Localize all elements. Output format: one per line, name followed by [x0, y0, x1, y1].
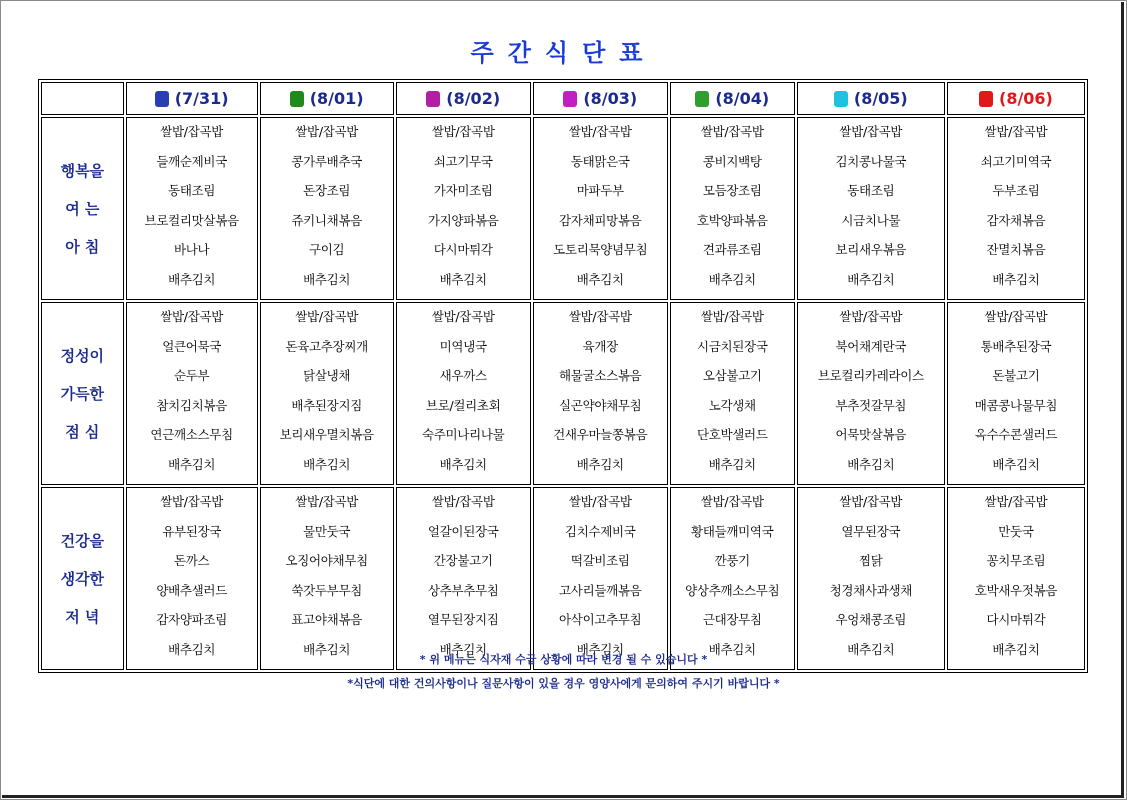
header-row: [41, 82, 1085, 115]
dish-item: 오징어야채무침: [285, 553, 368, 568]
menu-cell: [670, 487, 795, 670]
dish-item: 청경채사과생채: [829, 582, 913, 598]
day-date: (8/04): [715, 89, 770, 108]
dish-item: 쇠고기무국: [433, 153, 493, 169]
day-header-tue: [260, 82, 394, 115]
dish-item: 모듬장조림: [702, 183, 762, 198]
dish-item: 쌀밥/잡곡밥: [431, 124, 495, 139]
meal-label-line: 생각한: [60, 569, 105, 588]
meal-label-line: 행복을: [60, 161, 105, 180]
day-header-sun: [947, 82, 1085, 115]
weekly-menu-table: [38, 79, 1088, 673]
dish-item: 동태조림: [847, 183, 895, 198]
dish-item: 얼갈이된장국: [427, 523, 499, 539]
dish-item: 꽁치무조림: [986, 553, 1046, 568]
dish-item: 쌀밥/잡곡밥: [295, 309, 359, 324]
dish-item: 물만둣국: [303, 523, 351, 539]
menu-cell: [670, 117, 795, 300]
dish-item: 양배추샐러드: [156, 582, 227, 598]
dish-item: 어묵맛살볶음: [835, 427, 907, 442]
menu-cell: [533, 302, 668, 485]
dish-item: 배추김치: [168, 641, 216, 657]
meal-label-line: 저 녁: [65, 607, 100, 626]
meal-label-breakfast: [41, 117, 124, 300]
dish-item: 상추부추무침: [427, 582, 499, 598]
dish-item: 쌀밥/잡곡밥: [700, 124, 764, 139]
dish-item: 두부조림: [992, 183, 1040, 198]
dish-item: 쇠고기미역국: [980, 153, 1052, 169]
page-title: 주간식단표: [470, 39, 657, 67]
dish-item: 잔멸치볶음: [986, 242, 1046, 257]
dish-list: [798, 118, 944, 299]
menu-cell: [670, 302, 795, 485]
menu-cell: [533, 487, 668, 670]
dish-list: [671, 488, 794, 669]
dish-item: 부추젓갈무침: [835, 397, 907, 413]
dish-item: 순두부: [173, 368, 210, 383]
dish-item: 김치콩나물국: [835, 153, 907, 169]
dish-item: 배추김치: [708, 456, 756, 472]
menu-cell: [260, 117, 394, 300]
menu-cell: [396, 302, 531, 485]
dish-item: 브로컬리카레라이스: [817, 368, 924, 383]
corner-cell: [41, 82, 124, 115]
dish-item: 유부된장국: [162, 523, 222, 539]
dish-item: 배추김치: [576, 271, 624, 287]
dish-item: 새우까스: [439, 368, 487, 383]
menu-cell: [260, 487, 394, 670]
dish-item: 쌀밥/잡곡밥: [984, 124, 1048, 139]
dish-item: 통배추된장국: [980, 338, 1052, 354]
dish-item: 단호박샐러드: [696, 427, 768, 442]
dish-item: 노각생채: [708, 397, 756, 413]
dish-item: 감자양파조림: [156, 612, 227, 627]
dish-list: [127, 118, 257, 299]
dish-item: 쌀밥/잡곡밥: [295, 124, 359, 139]
day-date: (8/03): [583, 89, 638, 108]
menu-cell: [947, 487, 1085, 670]
dish-item: 배추김치: [439, 641, 487, 657]
menu-cell: [947, 302, 1085, 485]
dish-item: 실곤약야채무침: [559, 397, 642, 413]
dish-item: 동태조림: [168, 183, 216, 198]
dish-item: 배추김치: [708, 641, 756, 657]
dish-item: 쌀밥/잡곡밥: [700, 309, 764, 324]
menu-cell: [947, 117, 1085, 300]
dish-item: 보리새우멸치볶음: [279, 427, 374, 442]
dish-list: [948, 118, 1084, 299]
dish-item: 다시마튀각: [433, 242, 493, 257]
meal-label-line: 점 심: [65, 422, 100, 441]
day-header-wed: [396, 82, 531, 115]
dish-item: 쌀밥/잡곡밥: [160, 124, 224, 139]
dish-list: [127, 488, 257, 669]
dish-item: 건새우마늘쫑볶음: [553, 427, 648, 442]
menu-cell: [126, 487, 258, 670]
dish-item: 보리새우볶음: [835, 242, 907, 257]
meal-row-breakfast: [41, 117, 1085, 300]
dish-item: 배추김치: [992, 641, 1040, 657]
dish-item: 배추김치: [847, 271, 895, 287]
dish-item: 북어채계란국: [835, 338, 907, 354]
dish-item: 김치수제비국: [564, 523, 636, 539]
dish-item: 배추김치: [576, 456, 624, 472]
dish-item: 미역냉국: [439, 338, 487, 354]
dish-item: 쌀밥/잡곡밥: [839, 494, 903, 509]
dish-item: 돈까스: [173, 553, 210, 568]
dish-list: [261, 303, 393, 484]
day-header-thu: [533, 82, 668, 115]
dish-item: 간장불고기: [433, 553, 493, 568]
dish-item: 오삼불고기: [702, 368, 762, 383]
menu-cell: [797, 302, 945, 485]
dish-list: [534, 118, 667, 299]
dish-item: 근대장무침: [702, 612, 762, 627]
dish-item: 쌀밥/잡곡밥: [984, 309, 1048, 324]
day-header-fri: [670, 82, 795, 115]
dish-item: 동태맑은국: [570, 153, 630, 169]
dish-item: 열무된장국: [841, 523, 901, 539]
day-header-mon: [126, 82, 258, 115]
dish-item: 얼큰어묵국: [162, 338, 222, 354]
menu-cell: [396, 117, 531, 300]
meal-row-dinner: [41, 487, 1085, 670]
menu-cell: [126, 302, 258, 485]
dish-list: [948, 488, 1084, 669]
dish-item: 쌀밥/잡곡밥: [568, 124, 632, 139]
dish-item: 찜닭: [859, 553, 883, 568]
dish-list: [534, 488, 667, 669]
dish-item: 쌀밥/잡곡밥: [839, 124, 903, 139]
dish-item: 호박새우젓볶음: [974, 582, 1058, 598]
dish-item: 배추김치: [992, 456, 1040, 472]
dish-item: 들깨순제비국: [156, 153, 227, 169]
dish-item: 감자채볶음: [986, 212, 1046, 228]
dish-item: 쥬키니채볶음: [291, 212, 362, 228]
dish-list: [671, 118, 794, 299]
menu-cell: [260, 302, 394, 485]
meal-label-line: 가득한: [60, 384, 105, 403]
dish-item: 가자미조림: [433, 183, 493, 198]
dish-item: 배추김치: [708, 271, 756, 287]
dish-item: 콩가루배추국: [291, 153, 362, 169]
dish-list: [397, 118, 530, 299]
day-header-sat: [797, 82, 945, 115]
dish-list: [261, 118, 393, 299]
dish-list: [397, 488, 530, 669]
dish-item: 콩비지백탕: [702, 153, 762, 169]
dish-item: 배추김치: [303, 271, 351, 287]
meal-label-lunch: [41, 302, 124, 485]
note-menu-change: * 위 메뉴는 식자재 수급 상황에 따라 변경 될 수 있습니다 *: [419, 653, 708, 666]
meal-label-line: 정성이: [60, 346, 105, 365]
dish-item: 쌀밥/잡곡밥: [839, 309, 903, 324]
day-date: (8/05): [853, 89, 908, 108]
dish-item: 견과류조림: [702, 242, 762, 257]
dish-item: 황태들깨미역국: [691, 523, 774, 539]
dish-list: [397, 303, 530, 484]
menu-cell: [797, 117, 945, 300]
dish-item: 우엉채콩조림: [835, 612, 907, 627]
meal-label-line: 건강을: [60, 531, 105, 550]
dish-item: 감자채피망볶음: [559, 212, 642, 228]
dish-item: 배추김치: [576, 641, 624, 657]
note-inquiry: *식단에 대한 건의사항이나 질문사항이 있을 경우 영양사에게 문의하여 주시기 바랍니다 *: [347, 677, 780, 690]
dish-list: [798, 303, 944, 484]
dish-item: 쌀밥/잡곡밥: [700, 494, 764, 509]
dish-item: 아삭이고추무침: [559, 612, 642, 627]
day-icon: [290, 91, 304, 107]
dish-item: 양상추깨소스무침: [685, 582, 780, 598]
dish-item: 쌀밥/잡곡밥: [160, 309, 224, 324]
dish-item: 도토리묵양념무침: [553, 242, 648, 257]
day-icon: [426, 91, 440, 107]
dish-item: 돈장조림: [303, 183, 351, 198]
dish-item: 배추김치: [847, 641, 895, 657]
dish-item: 배추김치: [847, 456, 895, 472]
dish-item: 배추김치: [303, 456, 351, 472]
dish-item: 해물굴소스볶음: [559, 368, 642, 383]
menu-cell: [126, 117, 258, 300]
dish-list: [127, 303, 257, 484]
dish-item: 쌀밥/잡곡밥: [295, 494, 359, 509]
dish-item: 배추김치: [992, 271, 1040, 287]
dish-item: 배추김치: [439, 456, 487, 472]
dish-item: 구이김: [309, 242, 345, 257]
dish-item: 닭살냉채: [303, 368, 351, 383]
day-icon: [834, 91, 848, 107]
dish-item: 배추김치: [303, 641, 351, 657]
menu-cell: [396, 487, 531, 670]
dish-item: 쌀밥/잡곡밥: [568, 494, 632, 509]
meal-row-lunch: [41, 302, 1085, 485]
meal-label-line: 여 는: [65, 199, 100, 218]
dish-item: 떡갈비조림: [570, 553, 630, 568]
dish-item: 배추김치: [439, 271, 487, 287]
menu-cell: [797, 487, 945, 670]
dish-item: 고사리들깨볶음: [559, 582, 642, 598]
dish-item: 육개장: [582, 338, 618, 354]
meal-label-dinner: [41, 487, 124, 670]
dish-list: [798, 488, 944, 669]
dish-item: 쌀밥/잡곡밥: [984, 494, 1048, 509]
day-date: (8/01): [309, 89, 364, 108]
dish-item: 깐풍기: [714, 553, 750, 568]
dish-item: 호박양파볶음: [696, 212, 768, 228]
day-icon: [979, 91, 993, 107]
frame-shadow-bottom: [2, 795, 1124, 798]
dish-item: 매콤콩나물무침: [974, 397, 1058, 413]
day-icon: [695, 91, 709, 107]
dish-item: 브로컬리맛살볶음: [144, 212, 239, 228]
dish-item: 브로/컬리초회: [425, 397, 501, 413]
dish-item: 쌀밥/잡곡밥: [568, 309, 632, 324]
day-date: (8/02): [446, 89, 501, 108]
dish-item: 열무된장지짐: [427, 612, 499, 627]
day-icon: [563, 91, 577, 107]
dish-item: 돈불고기: [992, 368, 1040, 383]
dish-item: 쑥갓두부무침: [291, 582, 362, 598]
dish-list: [948, 303, 1084, 484]
dish-item: 가지양파볶음: [427, 212, 499, 228]
dish-item: 쌀밥/잡곡밥: [431, 494, 495, 509]
dish-item: 숙주미나리나물: [421, 427, 505, 442]
dish-item: 쌀밥/잡곡밥: [431, 309, 495, 324]
day-date: (8/06): [999, 89, 1053, 108]
dish-item: 배추김치: [168, 271, 216, 287]
dish-item: 참치김치볶음: [156, 397, 227, 413]
dish-item: 시금치나물: [841, 212, 901, 228]
dish-item: 만둣국: [998, 523, 1034, 539]
dish-item: 바나나: [173, 242, 210, 257]
menu-cell: [533, 117, 668, 300]
dish-item: 배추김치: [168, 456, 216, 472]
dish-item: 쌀밥/잡곡밥: [160, 494, 224, 509]
dish-item: 연근깨소스무침: [150, 427, 233, 442]
meal-label-line: 아 침: [65, 237, 100, 256]
dish-item: 돈육고추장찌개: [285, 338, 368, 354]
dish-list: [534, 303, 667, 484]
day-icon: [155, 91, 169, 107]
dish-item: 배추된장지짐: [291, 397, 362, 413]
dish-list: [671, 303, 794, 484]
dish-item: 시금치된장국: [696, 338, 768, 354]
day-date: (7/31): [174, 89, 229, 108]
dish-item: 다시마튀각: [986, 612, 1046, 627]
dish-item: 옥수수콘샐러드: [974, 427, 1058, 442]
dish-list: [261, 488, 393, 669]
dish-item: 마파두부: [576, 183, 624, 198]
dish-item: 표고야채볶음: [291, 612, 362, 627]
